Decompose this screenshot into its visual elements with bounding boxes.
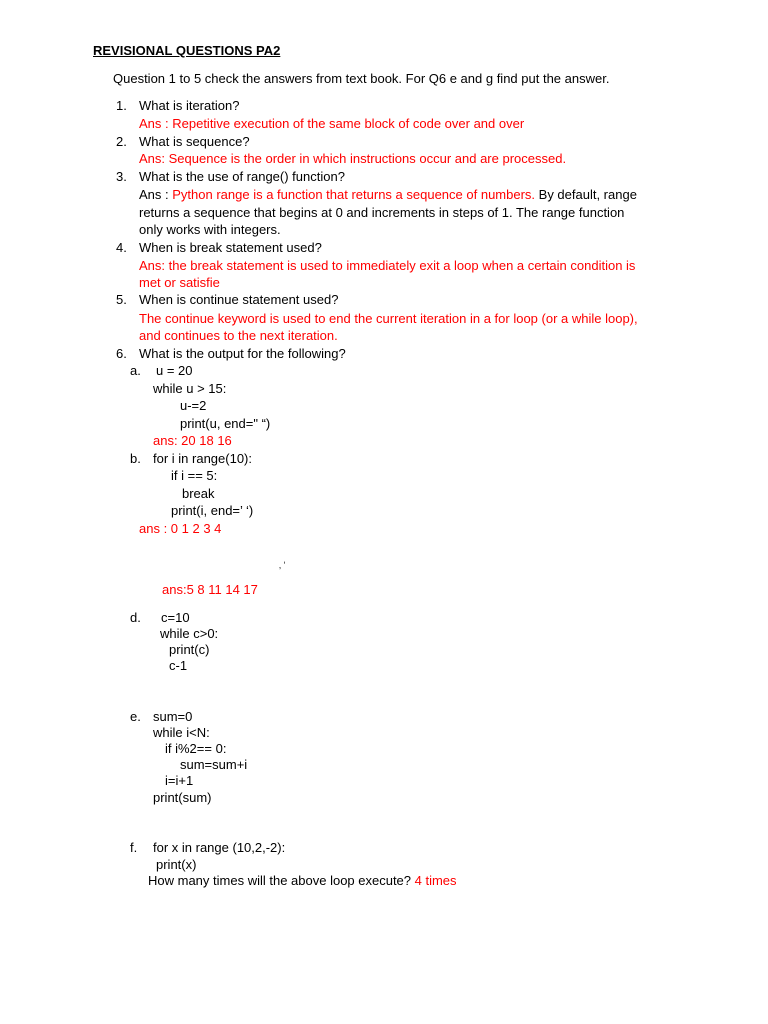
q6f-question-line	[148, 872, 457, 889]
q6d-code-line: while c>0:	[160, 626, 219, 641]
q3-answer-line2: returns a sequence that begins at 0 and increments in steps of 1. The range function	[139, 205, 625, 220]
q6e-code-line: i=i+1	[165, 773, 194, 788]
q4-answer-line2: met or satisfie	[139, 275, 220, 290]
q3-answer-line3: only works with integers.	[139, 222, 281, 237]
q5-answer-line1: The continue keyword is used to end the current iteration in a for loop (or a while loop),	[139, 311, 638, 326]
q6e-code-line: sum=sum+i	[180, 757, 248, 772]
q6c-answer: ans:5 8 11 14 17	[162, 582, 258, 597]
q3-answer-line1	[139, 186, 637, 203]
q6b-code-line: for i in range(10):	[153, 451, 252, 466]
q6d-label: d.	[130, 610, 141, 625]
q6d-code-line: c-1	[169, 658, 188, 673]
q6d-code-line: print(c)	[169, 642, 210, 657]
q5-question: When is continue statement used?	[139, 292, 339, 307]
q6f-code-line: for x in range (10,2,-2):	[153, 840, 286, 855]
intro-text: Question 1 to 5 check the answers from text book. For Q6 e and g find put the answer.	[113, 71, 610, 86]
q6a-label: a.	[130, 363, 141, 378]
q6f-code-line: print(x)	[156, 857, 197, 872]
q6f-answer: 4 times	[414, 873, 457, 888]
q4-answer-line1: Ans: the break statement is used to immediately exit a loop when a certain condition is	[139, 258, 636, 273]
q4-number: 4.	[116, 240, 127, 255]
q6-question: What is the output for the following?	[139, 346, 346, 361]
q6e-code-line: while i<N:	[153, 725, 210, 740]
q6a-code-line: while u > 15:	[153, 381, 227, 396]
q6b-code-line: print(i, end=’ ‘)	[171, 503, 254, 518]
page-title: REVISIONAL QUESTIONS PA2	[93, 43, 281, 58]
q5-answer-line2: and continues to the next iteration.	[139, 328, 338, 343]
q6b-code-line: if i == 5:	[171, 468, 218, 483]
q6c-stray-marks: ‚ ‘	[279, 560, 286, 570]
q6e-code-line: if i%2== 0:	[165, 741, 227, 756]
q3-answer-rest: By default, range	[535, 187, 637, 202]
q1-number: 1.	[116, 98, 127, 113]
q6e-code-line: sum=0	[153, 709, 193, 724]
q6f-label: f.	[130, 840, 138, 855]
q3-number: 3.	[116, 169, 127, 184]
q6e-label: e.	[130, 709, 141, 724]
q6-number: 6.	[116, 346, 127, 361]
q2-number: 2.	[116, 134, 127, 149]
q4-question: When is break statement used?	[139, 240, 322, 255]
q6b-answer: ans : 0 1 2 3 4	[139, 521, 222, 536]
q3-answer-highlight: Python range is a function that returns a sequence of numbers.	[172, 187, 536, 202]
q6a-code-line: u-=2	[180, 398, 207, 413]
q6a-code-line: u = 20	[156, 363, 193, 378]
q6d-code-line: c=10	[161, 610, 190, 625]
q6f-question: How many times will the above loop execute?	[148, 873, 415, 888]
q6b-label: b.	[130, 451, 141, 466]
q6a-code-line: print(u, end=" “)	[180, 416, 271, 431]
q6e-code-line: print(sum)	[153, 790, 212, 805]
q2-question: What is sequence?	[139, 134, 250, 149]
q3-question: What is the use of range() function?	[139, 169, 345, 184]
q1-question: What is iteration?	[139, 98, 240, 113]
q1-answer: Ans : Repetitive execution of the same block of code over and over	[139, 116, 525, 131]
q3-answer-prefix: Ans :	[139, 187, 173, 202]
q2-answer: Ans: Sequence is the order in which instructions occur and are processed.	[139, 151, 567, 166]
q6a-answer: ans: 20 18 16	[153, 433, 232, 448]
q5-number: 5.	[116, 292, 127, 307]
q6b-code-line: break	[182, 486, 215, 501]
